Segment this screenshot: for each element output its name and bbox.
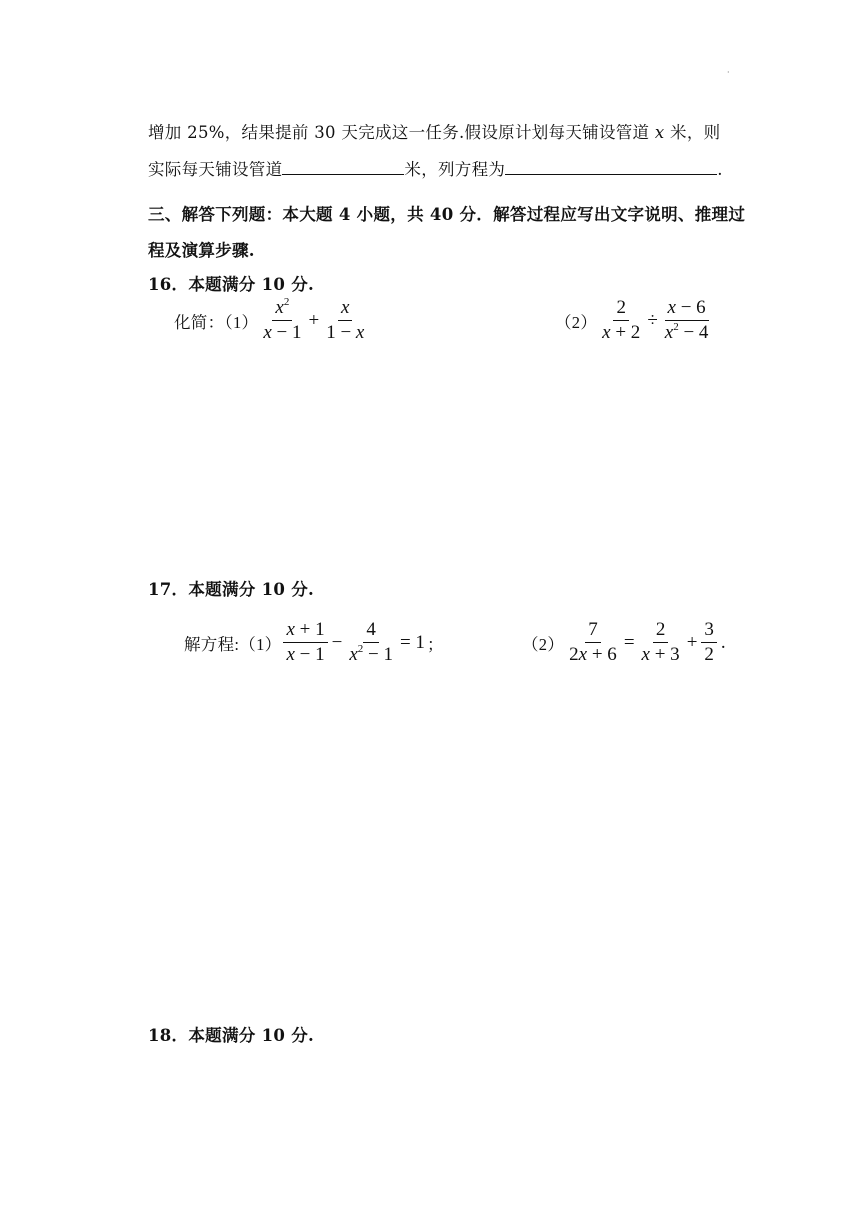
q17-title: 17．本题满分 10 分. <box>148 580 315 599</box>
answer-blank-1[interactable] <box>282 158 404 175</box>
fraction: $\frac{4}{x^2 - 1}$ <box>349 619 393 665</box>
fraction: $\frac{x}{1 - x}$ <box>326 297 365 343</box>
fraction: $\frac{x^2}{x - 1}$ <box>263 296 302 343</box>
q17-prefix: 解方程:（1） <box>184 634 282 654</box>
q15-line1-tail: 米，则 <box>664 123 721 142</box>
fraction: $\frac{x + 1}{x - 1}$ <box>283 618 327 667</box>
fraction: $\frac{3}{2}$ <box>701 618 717 667</box>
q17-part2: （2） $\frac{7}{2x + 6}$ = $\frac{2}{x + 3}$ + $\frac{3}{2}$ . <box>522 619 726 665</box>
section3-header-line1: 三、解答下列题：本大题 4 小题，共 40 分．解答过程应写出文字说明、推理过 <box>148 205 746 224</box>
q15-line1-text: 增加 25%，结果提前 30 天完成这一任务.假设原计划每天铺设管道 <box>148 123 655 142</box>
q18-title: 18．本题满分 10 分. <box>148 1026 315 1045</box>
answer-blank-2[interactable] <box>505 158 717 175</box>
q15-line2-mid: 米，列方程为 <box>404 160 506 179</box>
q16-part2: （2） $\frac{2}{x + 2}$ ÷ $\frac{x - 6}{x^2 - 4}$ <box>555 296 713 345</box>
q17-part1-end: ； <box>426 634 444 654</box>
q16-part2-label: （2） <box>555 312 598 332</box>
q17-part2-label: （2） <box>522 634 565 654</box>
section3-header-line2: 程及演算步骤. <box>148 241 255 260</box>
q16-prefix: 化简：（1） <box>174 312 259 332</box>
variable-x: x <box>654 123 665 142</box>
q16-part1: 化简：（1） $\frac{x^2}{x - 1}$ + $\frac{x}{1 - x}$ <box>174 296 369 345</box>
fraction: $\frac{x - 6}{x^2 - 4}$ <box>664 297 709 343</box>
q15-line1 <box>148 119 720 143</box>
fraction: $\frac{2}{x + 2}$ <box>602 297 641 343</box>
q15-line2-end: . <box>717 160 723 179</box>
q15-line2 <box>148 156 723 180</box>
fraction: $\frac{7}{2x + 6}$ <box>569 619 617 665</box>
q17-part2-end: . <box>720 631 726 653</box>
q16-title: 16．本题满分 10 分. <box>148 275 315 294</box>
fraction: $\frac{2}{x + 3}$ <box>641 619 680 665</box>
q17-part1: 解方程:（1） $\frac{x + 1}{x - 1}$ − $\frac{4}{x^2 - 1}$ = 1 ； <box>184 619 444 665</box>
corner-mark: · <box>727 68 730 77</box>
q15-line2-text: 实际每天铺设管道 <box>148 160 283 179</box>
